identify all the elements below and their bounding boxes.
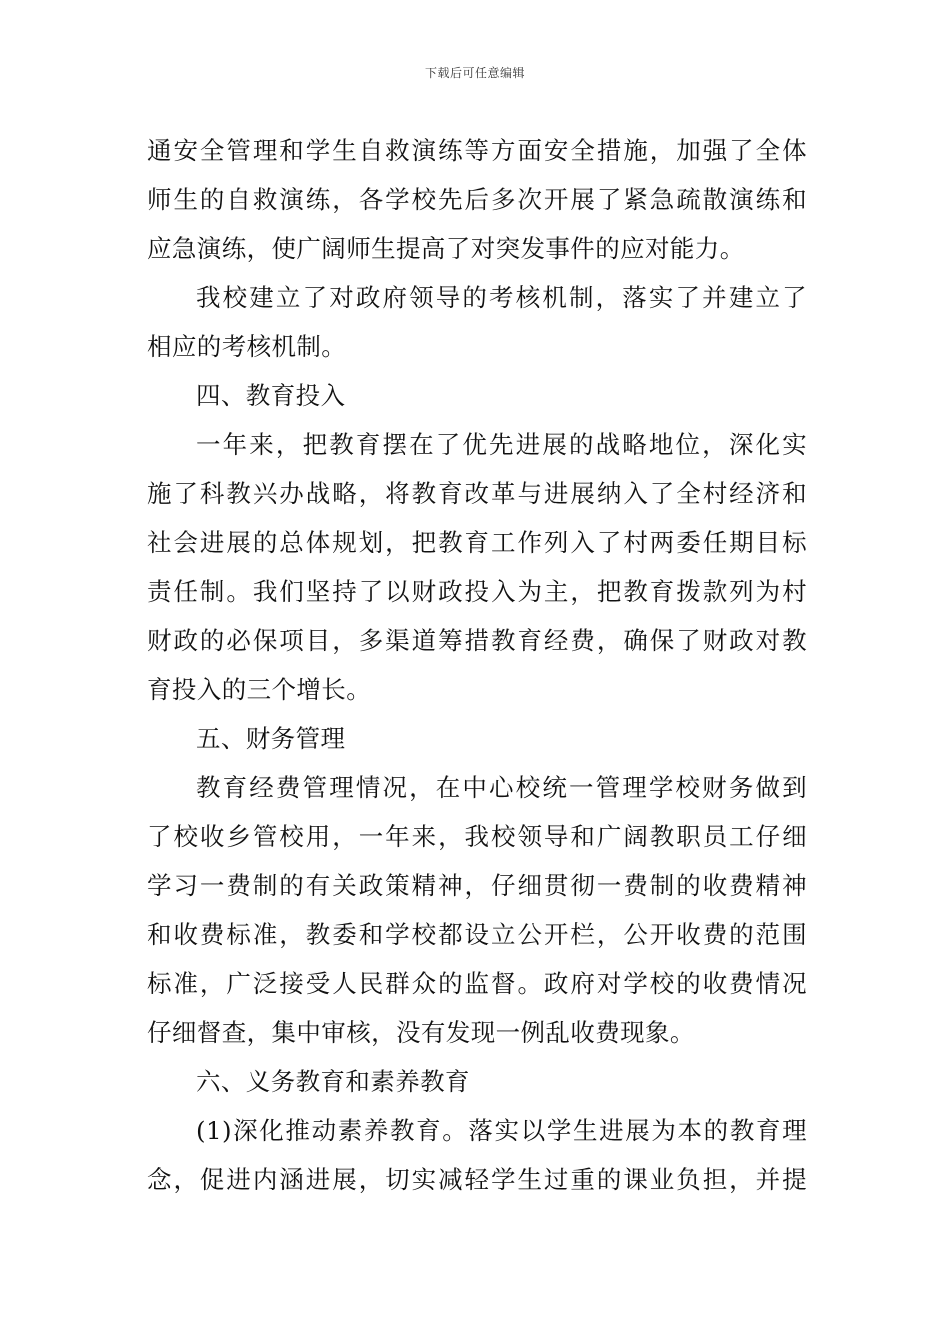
text-line: 财政的必保项目，多渠道筹措教育经费，确保了财政对教: [147, 626, 807, 655]
section-heading: 五、财务管理: [196, 724, 346, 753]
text-line: 相应的考核机制。: [147, 332, 347, 361]
text-line: 育投入的三个增长。: [147, 675, 372, 704]
text-line: 通安全管理和学生自救演练等方面安全措施，加强了全体: [147, 136, 807, 165]
section-heading: 六、义务教育和素养教育: [196, 1067, 470, 1096]
paragraph-first-line: (1)深化推动素养教育。落实以学生进展为本的教育理: [196, 1116, 807, 1145]
text-line: 施了科教兴办战略，将教育改革与进展纳入了全村经济和: [147, 479, 807, 508]
paragraph-first-line: 教育经费管理情况，在中心校统一管理学校财务做到: [196, 773, 807, 802]
text-line: 学习一费制的有关政策精神，仔细贯彻一费制的收费精神: [147, 871, 807, 900]
document-body: [147, 126, 807, 1204]
text-line: 社会进展的总体规划，把教育工作列入了村两委任期目标: [147, 528, 807, 557]
text-line: 念，促进内涵进展，切实减轻学生过重的课业负担，并提: [147, 1165, 807, 1194]
page-header: 下载后可任意编辑: [424, 66, 525, 80]
text-line: 和收费标准，教委和学校都设立公开栏，公开收费的范围: [147, 920, 807, 949]
paragraph-first-line: 我校建立了对政府领导的考核机制，落实了并建立了: [196, 283, 807, 312]
text-line: 了校收乡管校用，一年来，我校领导和广阔教职员工仔细: [147, 822, 807, 851]
text-line: 应急演练，使广阔师生提高了对突发事件的应对能力。: [147, 234, 745, 263]
text-line: 师生的自救演练，各学校先后多次开展了紧急疏散演练和: [147, 185, 807, 214]
paragraph-first-line: 一年来，把教育摆在了优先进展的战略地位，深化实: [196, 430, 807, 459]
text-line: 责任制。我们坚持了以财政投入为主，把教育拨款列为村: [147, 577, 807, 606]
text-line: 标准，广泛接受人民群众的监督。政府对学校的收费情况: [147, 969, 807, 998]
text-line: 仔细督查，集中审核，没有发现一例乱收费现象。: [147, 1018, 695, 1047]
section-heading: 四、教育投入: [196, 381, 346, 410]
